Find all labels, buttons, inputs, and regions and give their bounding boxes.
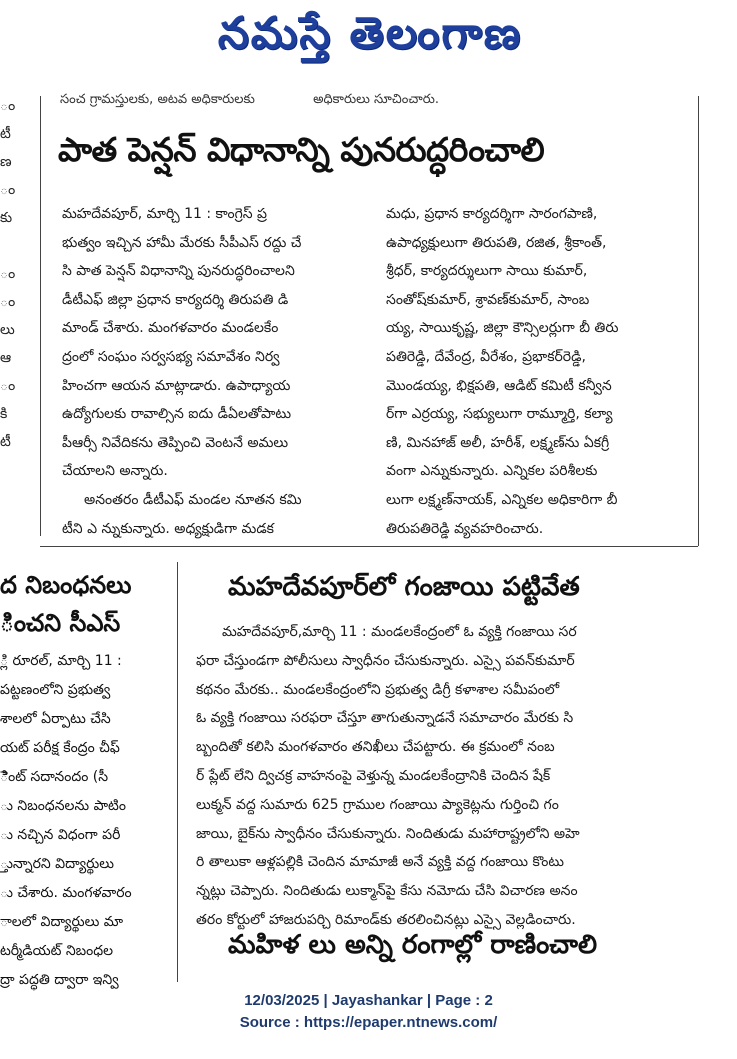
text-line: న్నట్లు చెప్పారు. నిందితుడు లుక్మాన్‌పై కేసు నమోదు చేసి విచారణ అనం bbox=[196, 883, 578, 900]
text-line: ాలలో విద్యార్థులు మా bbox=[0, 914, 124, 930]
text-line: ణి, మినహాజ్ అలీ, హరీశ్, లక్ష్మణ్‌ను ఏకగ్రీ bbox=[386, 434, 610, 451]
fragment: ణ bbox=[0, 154, 12, 170]
text-line: అనంతరం డీటీఎఫ్ మండల నూతన కమి bbox=[84, 491, 302, 508]
text-line: తరం కోర్టులో హాజరుపర్చి రిమాండ్‌కు తరలించినట్లు ఎస్సై వెల్లడించారు. bbox=[196, 911, 576, 928]
fragment: ం bbox=[0, 266, 16, 282]
text-line: ద్రా పద్ధతి ద్వారా ఇన్వి bbox=[0, 972, 119, 988]
text-line: ఉద్యోగులకు రావాల్సిన ఐదు డీఏలతోపాటు bbox=[62, 406, 292, 423]
text-line: పీఆర్సీ నివేదికను తెప్పించి వెంటనే అమలు bbox=[62, 434, 289, 451]
text-line: భుత్వం ఇచ్చిన హామీ మేరకు సీపీఎస్ రద్దు చే bbox=[62, 234, 302, 251]
text-line: య్య, సాయికృష్ణ, జిల్లా కౌన్సిలర్లుగా బీ తిరు bbox=[386, 320, 619, 337]
text-line: ఫరా చేస్తుండగా పోలీసులు స్వాధీనం చేసుకున్నారు. ఎస్సై పవన్‌కుమార్ bbox=[196, 652, 575, 669]
text-line: ద్రంలో సంఘం సర్వసభ్య సమావేశం నిర్వ bbox=[62, 348, 280, 365]
text-line: ు నిబంధనలను పాటిం bbox=[0, 798, 126, 814]
left-margin-fragments bbox=[0, 92, 14, 456]
text-line: పతిరెడ్డి, దేవేంద్ర, వీరేశం, ప్రభాకర్‌రెడ్డి, bbox=[386, 348, 586, 365]
text-line: మధు, ప్రధాన కార్యదర్శిగా సారంగపాణి, bbox=[386, 206, 598, 222]
text-line: ర్ ప్లేట్ లేని ద్విచక్ర వాహనంపై వెళ్తున్న మండలకేంద్రానికి చెందిన షేక్ bbox=[196, 767, 551, 784]
text-line: ఓ వ్యక్తి గంజాయి సరఫరా చేస్తూ తాగుతున్నాడనే సమాచారం మేరకు సి bbox=[196, 710, 574, 727]
article1-headline: పాత పెన్షన్ విధానాన్ని పునరుద్ధరించాలి bbox=[58, 130, 545, 169]
column-rule bbox=[40, 96, 41, 536]
footer-date-line: 12/03/2025 | Jayashankar | Page : 2 bbox=[244, 992, 493, 1009]
newspaper-logo: నమస్తే తెలంగాణ bbox=[217, 8, 523, 59]
text-line: మహదేవపూర్,మార్చి 11 : మండలకేంద్రంలో ఓ వ్యక్తి గంజాయి సర bbox=[222, 624, 577, 640]
text-line: శాలలో ఏర్పాటు చేసి bbox=[0, 711, 111, 727]
tail-right: అధికారులు సూచించారు. bbox=[313, 92, 440, 107]
fragment: ం bbox=[0, 294, 16, 310]
text-line: తిరుపతిరెడ్డి వ్యవహరించారు. bbox=[386, 520, 544, 537]
text-line: ు చేశారు. మంగళవారం bbox=[0, 885, 132, 901]
left-article-headline: ద నిబంధనలు bbox=[0, 571, 132, 599]
fragment: ం bbox=[0, 378, 16, 394]
left-article-headline: ించని సీఎస్ bbox=[0, 609, 121, 637]
text-line: ు నచ్చిన విధంగా పరీ bbox=[0, 827, 121, 843]
text-line: డీటీఎఫ్ జిల్లా ప్రధాన కార్యదర్శి తిరుపతి డి bbox=[62, 291, 289, 308]
text-line: పట్టణంలోని ప్రభుత్వ bbox=[0, 682, 111, 698]
text-line: ్తున్నారని విద్యార్థులు bbox=[0, 856, 115, 872]
text-line: ఉపాధ్యక్షులుగా తిరుపతి, రజిత, శ్రీకాంత్, bbox=[386, 234, 607, 251]
masthead bbox=[0, 0, 737, 92]
text-line: టీని ఎ న్నుకున్నారు. అధ్యక్షుడిగా మడక bbox=[62, 520, 274, 537]
fragment: ం bbox=[0, 182, 16, 198]
text-line: ర్‌గా ఎర్రయ్య, సభ్యులుగా రామ్మూర్తి, కల్యా bbox=[386, 406, 613, 423]
text-line: వంగా ఎన్నుకున్నారు. ఎన్నికల పరిశీలకు bbox=[386, 463, 598, 480]
fragment: లు bbox=[0, 322, 15, 338]
fragment: టీ bbox=[0, 126, 11, 142]
text-line: శ్రీధర్, కార్యదర్శులుగా సాయి కుమార్, bbox=[386, 263, 588, 280]
column-rule bbox=[177, 562, 178, 982]
fragment: కు bbox=[0, 210, 13, 226]
text-line: సి పాత పెన్షన్ విధానాన్ని పునరుద్ధరించాలని bbox=[62, 263, 295, 280]
article1-column-2 bbox=[386, 200, 692, 543]
article-divider bbox=[40, 546, 698, 547]
text-line: ిెంట్ సదానందం (సీ bbox=[0, 769, 109, 785]
text-line: మహదేవపూర్, మార్చి 11 : కాంగ్రెస్ ప్ర bbox=[62, 206, 268, 222]
text-line: సంతోష్‌కుమార్, శ్రావణ్‌కుమార్, సాంబ bbox=[386, 291, 590, 308]
text-line: మొండయ్య, భిక్షపతి, ఆడిట్ కమిటీ కన్వీన bbox=[386, 377, 612, 394]
text-line: ్లి రూరల్, మార్చి 11 : bbox=[0, 653, 122, 669]
fragment: ఆ bbox=[0, 350, 12, 366]
text-line: రి తాలుకా ఆళ్లపల్లికి చెందిన మామాజీ అనే వ్యక్తి వద్ద గంజాయి కొంటు bbox=[196, 854, 565, 871]
previous-article-tail bbox=[60, 92, 600, 114]
article2-headline: మహదేవపూర్‌లో గంజాయి పట్టివేత bbox=[228, 572, 580, 602]
article2-body bbox=[196, 618, 688, 935]
text-line: హించగా ఆయన మాట్లాడారు. ఉపాధ్యాయ bbox=[62, 377, 291, 394]
text-line: చేయాలని అన్నారు. bbox=[62, 463, 168, 480]
fragment: ం bbox=[0, 98, 16, 114]
text-line: బ్బందితో కలిసి మంగళవారం తనిఖీలు చేపట్టారు. ఈ క్రమంలో నంబ bbox=[196, 739, 555, 756]
column-rule bbox=[698, 96, 699, 546]
text-line: మాండ్ చేశారు. మంగళవారం మండలకేం bbox=[62, 320, 279, 337]
text-line: లుక్మన్ వద్ద సుమారు 625 గ్రాముల గంజాయి ప్యాకెట్లను గుర్తించి గం bbox=[196, 796, 559, 813]
tail-left: సంచ గ్రామస్తులకు, అటవ అధికారులకు bbox=[60, 92, 255, 107]
footer-source-line: Source : https://epaper.ntnews.com/ bbox=[239, 1014, 498, 1031]
page-footer bbox=[0, 990, 737, 1034]
text-line: లుగా లక్ష్మణ్‌నాయక్, ఎన్నికల అధికారిగా బీ bbox=[386, 491, 618, 508]
fragment: కి bbox=[0, 406, 8, 422]
article3-headline: మహిళ లు అన్ని రంగాల్లో రాణించాలి bbox=[228, 930, 598, 960]
text-line: యట్ పరీక్ష కేంద్రం చీఫ్ bbox=[0, 740, 120, 756]
text-line: టర్మీడియట్ నిబంధల bbox=[0, 943, 114, 959]
fragment: టీ bbox=[0, 434, 11, 450]
left-article bbox=[0, 565, 170, 988]
text-line: కథనం మేరకు.. మండలకేంద్రంలోని ప్రభుత్వ డిగ్రీ కళాశాల సమీపంలో bbox=[196, 681, 560, 698]
text-line: జాయి, బైక్‌ను స్వాధీనం చేసుకున్నారు. నిందితుడు మహారాష్ట్రలోని అహె bbox=[196, 825, 580, 842]
article1-column-1 bbox=[62, 200, 366, 543]
